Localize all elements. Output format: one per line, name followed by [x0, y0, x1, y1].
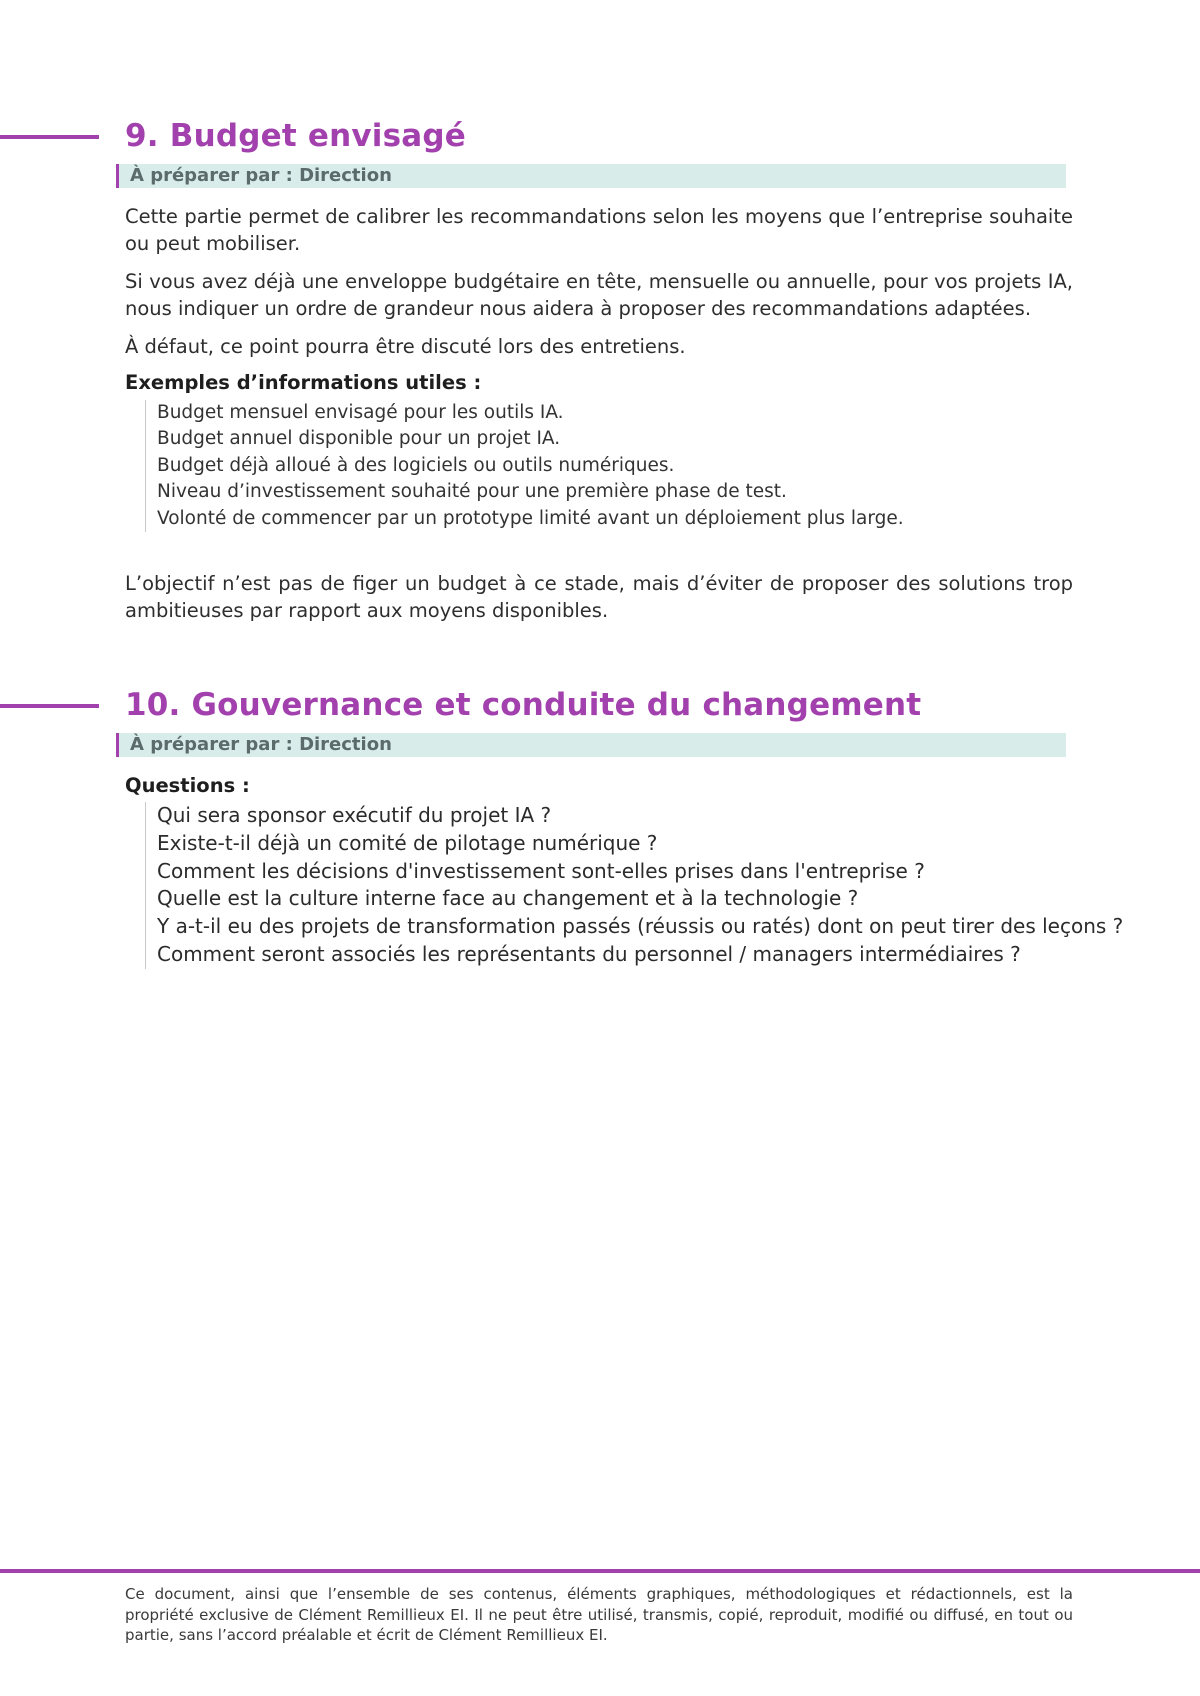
list-item: Niveau d’investissement souhaité pour une première phase de test.: [157, 481, 787, 503]
list-item: Budget mensuel envisagé pour les outils IA.: [157, 402, 564, 423]
section9-paragraph-1: Cette partie permet de calibrer les recommandations selon les moyens que l’entreprise souhaite ou peut mobiliser.: [125, 205, 1073, 255]
list-item: Comment les décisions d'investissement sont-elles prises dans l'entreprise ?: [157, 858, 925, 883]
list-item: Existe-t-il déjà un comité de pilotage numérique ?: [157, 830, 658, 855]
footer-copyright-notice: Ce document, ainsi que l’ensemble de ses contenus, éléments graphiques, méthodologiques et rédactionnels, est la propriété exclusive de Clément Remillieux EI. Il ne peut être utilisé, transmis, copié, reproduit, modifié ou diffusé, en tout ou partie, sans l’accord préalable et écrit de Clément Remillieux EI.: [125, 1585, 1073, 1644]
section9-prepared-by-label: À préparer par : Direction: [130, 165, 392, 186]
list-item: Qui sera sponsor exécutif du projet IA ?: [157, 803, 552, 827]
footer-divider: [0, 1569, 1200, 1573]
section9-examples-title: Exemples d’informations utiles :: [125, 371, 482, 394]
list-item: Comment seront associés les représentants du personnel / managers intermédiaires ?: [157, 941, 1021, 966]
section9-accent-line: [0, 135, 99, 139]
section9-closing-paragraph: L’objectif n’est pas de figer un budget à ce stade, mais d’éviter de proposer des solutions trop ambitieuses par rapport aux moyens disponibles.: [125, 572, 1073, 622]
list-item: Quelle est la culture interne face au changement et à la technologie ?: [157, 886, 859, 911]
list-item: Budget déjà alloué à des logiciels ou outils numériques.: [157, 454, 675, 476]
list-item: Budget annuel disponible pour un projet IA.: [157, 428, 561, 450]
section10-heading: 10. Gouvernance et conduite du changement: [125, 687, 922, 723]
section9-examples-list: [145, 400, 904, 532]
section10-questions-list: [145, 802, 1123, 969]
list-item: Y a-t-il eu des projets de transformation passés (réussis ou ratés) dont on peut tirer des leçons ?: [157, 914, 1124, 939]
section9-heading: 9. Budget envisagé: [125, 118, 466, 154]
section9-paragraph-3: À défaut, ce point pourra être discuté lors des entretiens.: [125, 335, 686, 358]
list-item: Volonté de commencer par un prototype limité avant un déploiement plus large.: [157, 507, 904, 529]
section10-questions-title: Questions :: [125, 774, 250, 797]
section10-accent-line: [0, 704, 99, 708]
section9-paragraph-2: Si vous avez déjà une enveloppe budgétaire en tête, mensuelle ou annuelle, pour vos projets IA, nous indiquer un ordre de grandeur nous aidera à proposer des recommandations adaptées.: [125, 270, 1073, 320]
section10-prepared-by-label: À préparer par : Direction: [130, 734, 392, 755]
